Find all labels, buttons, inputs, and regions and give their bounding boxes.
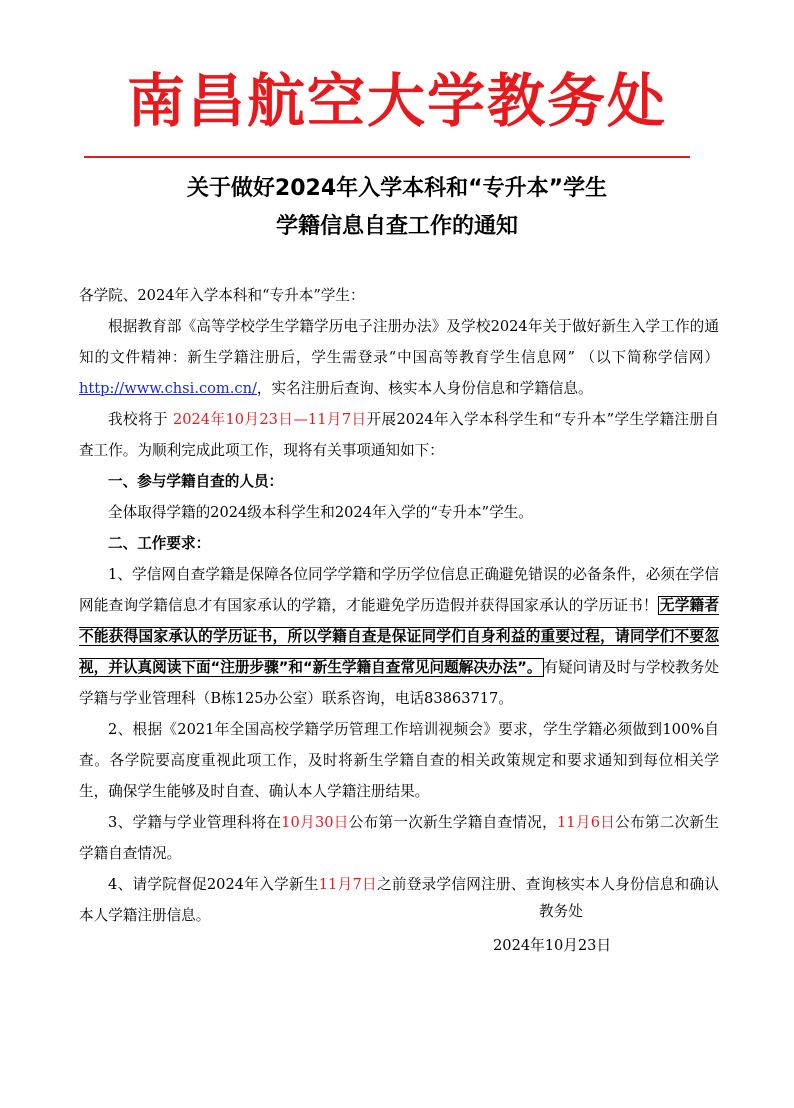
notice-title-line2: 学籍信息自查工作的通知: [275, 214, 518, 239]
requirement-item-3-tail: 公布第二次新生学籍自查情况。: [79, 814, 720, 862]
paragraph-basis-text: 根据教育部《高等学校学生学籍学历电子注册办法》及学校2024年关于做好新生入学工作的通知的文件精神：新生学籍注册后，学生需登录“中国高等教育学生信息网” （以下简称学信网）: [79, 318, 719, 366]
second-report-date: 11月6日: [556, 814, 616, 831]
requirement-item-3: [79, 807, 719, 869]
masthead-divider: [84, 156, 690, 158]
requirement-item-1-text: 1、学信网自查学籍是保障各位同学学籍和学历学位信息正确避免错误的必备条件，必须在学信网能查询学籍信息才有国家承认的学籍，才能避免学历造假并获得国家承认的学历证书！: [79, 566, 719, 614]
first-report-date: 10月30日: [281, 814, 349, 831]
requirement-item-1: [79, 559, 719, 714]
signature-office: 教务处: [539, 903, 583, 920]
salutation: 各学院、2024年入学本科和“专升本”学生：: [79, 287, 365, 304]
paragraph-schedule: [79, 404, 719, 466]
requirement-item-3-text: 3、学籍与学业管理科将在: [108, 814, 282, 831]
paragraph-basis: [79, 311, 719, 404]
requirement-item-4-tail: 之前登录学信网注册、查询核实本人身份信息和确认本人学籍注册信息。: [79, 876, 719, 924]
chsi-link[interactable]: http://www.chsi.com.cn/: [79, 380, 257, 397]
section2-heading: 二、工作要求：: [108, 535, 211, 552]
paragraph-basis-tail: ，实名注册后查询、核实本人身份信息和学籍信息。: [256, 380, 593, 397]
emphasis-box: 无学籍者不能获得国家承认的学历证书，所以学籍自查是保证同学们自身利益的重要过程，请同学们不要忽视，并认真阅读下面“注册步骤”和“新生学籍自查常见问题解决办法”。: [79, 597, 719, 676]
requirement-item-4: [79, 869, 719, 931]
requirement-item-3-mid: 公布第一次新生学籍自查情况，: [348, 814, 557, 831]
paragraph-schedule-tail: 开展2024年入学本科学生和“专升本”学生学籍注册自查工作。为顺利完成此项工作，现将有关事项通知如下：: [79, 411, 719, 459]
section1-text: 全体取得学籍的2024级本科学生和2024年入学的“专升本”学生。: [108, 504, 533, 521]
requirement-item-2: 2、根据《2021年全国高校学籍学历管理工作培训视频会》要求，学生学籍必须做到100%自查。各学院要高度重视此项工作，及时将新生学籍自查的相关政策规定和要求通知到每位相关学生，确保学生能够及时自查、确认本人学籍注册结果。: [79, 721, 719, 800]
requirement-item-1-contact: 有疑问请及时与学校教务处学籍与学业管理科（B栋125办公室）联系咨询，电话83863717。: [79, 659, 719, 707]
signature-date: 2024年10月23日: [493, 937, 612, 954]
section1-heading: 一、参与学籍自查的人员：: [108, 473, 284, 490]
deadline-date: 11月7日: [318, 876, 377, 893]
masthead-title: 南昌航空大学教务处: [126, 67, 667, 135]
schedule-date-range: 2024年10月23日—11月7日: [172, 411, 367, 428]
notice-body: [79, 280, 719, 931]
paragraph-schedule-text: 我校将于: [108, 411, 173, 428]
notice-title-line1: 关于做好2024年入学本科和“专升本”学生: [186, 176, 608, 201]
requirement-item-4-text: 4、请学院督促2024年入学新生: [108, 876, 319, 893]
